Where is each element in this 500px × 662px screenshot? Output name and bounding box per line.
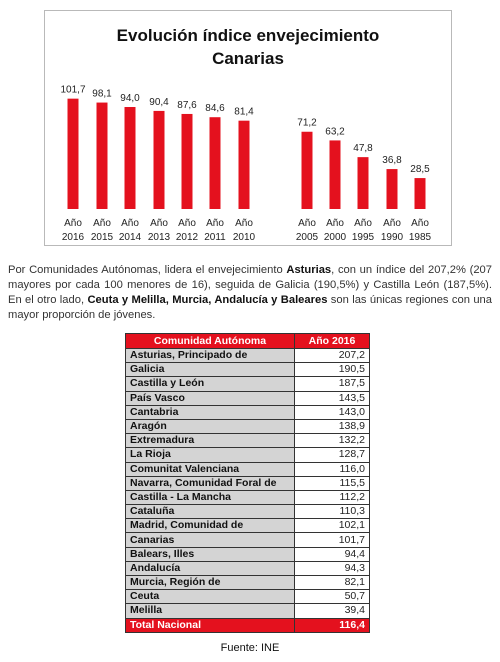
table-row (126, 434, 370, 448)
x-tick-label-word: Año (298, 218, 316, 229)
paragraph-bold-1: Asturias (286, 264, 332, 276)
region-name: Cataluña (126, 505, 295, 519)
bar-2012 (182, 114, 193, 209)
x-tick-label-year: 1990 (380, 232, 404, 243)
table-row (126, 377, 370, 391)
table-row (126, 363, 370, 377)
region-value: 115,5 (295, 476, 370, 490)
chart-subtitle: Canarias (212, 49, 284, 68)
data-label: 71,2 (297, 117, 317, 129)
x-tick-label-word: Año (64, 218, 82, 229)
region-name: País Vasco (126, 391, 295, 405)
region-name: Ceuta (126, 590, 295, 604)
x-tick-label-year: 2013 (147, 232, 171, 243)
table-body (126, 349, 370, 633)
x-tick-label-year: 2015 (90, 232, 114, 243)
table-row (126, 590, 370, 604)
x-tick-label-year: 2016 (61, 232, 85, 243)
region-name: Castilla y León (126, 377, 295, 391)
x-tick-label-word: Año (121, 218, 139, 229)
table-row (126, 391, 370, 405)
total-row (126, 618, 370, 632)
table-row (126, 349, 370, 363)
region-value: 82,1 (295, 576, 370, 590)
table-row (126, 533, 370, 547)
header-year: Año 2016 (295, 334, 370, 349)
region-value: 138,9 (295, 419, 370, 433)
bar-1995 (358, 157, 369, 209)
regions-table (125, 333, 370, 633)
x-tick-label-year: 1995 (351, 232, 375, 243)
region-value: 143,0 (295, 405, 370, 419)
bar-2010 (239, 121, 250, 209)
data-label: 90,4 (149, 96, 169, 108)
region-name: Asturias, Principado de (126, 349, 295, 363)
chart-title: Evolución índice envejecimiento (116, 26, 380, 45)
region-name: Madrid, Comunidad de (126, 519, 295, 533)
bar-1985 (415, 178, 426, 209)
paragraph-text-2: , con un índice del 207,2% (207 mayores por cada 100 menores de 16), seguida de Galicia (190,5%) y Castilla León (187,5%). En el otro lado, (8, 264, 493, 306)
region-value: 143,5 (295, 391, 370, 405)
region-name: Navarra, Comunidad Foral de (126, 476, 295, 490)
region-name: Castilla - La Mancha (126, 490, 295, 504)
paragraph-text-3: son las únicas regiones con una mayor proporción de jóvenes. (8, 294, 492, 321)
region-name: Balears, Illes (126, 547, 295, 561)
paragraph-text-1: Por Comunidades Autónomas, lidera el envejecimiento (8, 264, 287, 276)
bar-2013 (154, 111, 165, 209)
region-value: 112,2 (295, 490, 370, 504)
x-tick-label-year: 2005 (295, 232, 319, 243)
region-name: Andalucía (126, 561, 295, 575)
x-tick-label-year: 2012 (175, 232, 199, 243)
total-label: Total Nacional (126, 618, 295, 632)
table-row (126, 576, 370, 590)
table-row (126, 419, 370, 433)
bar-1990 (387, 169, 398, 209)
region-value: 101,7 (295, 533, 370, 547)
table-row (126, 405, 370, 419)
table-row (126, 448, 370, 462)
table-row (126, 519, 370, 533)
data-label: 81,4 (234, 106, 254, 118)
chart-panel (44, 10, 452, 246)
bar-2014 (125, 107, 136, 209)
region-value: 116,0 (295, 462, 370, 476)
x-tick-label-year: 2000 (323, 232, 347, 243)
table-header-row (126, 334, 370, 349)
bar-2011 (210, 117, 221, 209)
x-tick-label-word: Año (383, 218, 401, 229)
table-row (126, 604, 370, 618)
header-region: Comunidad Autónoma (126, 334, 295, 349)
region-name: Comunitat Valenciana (126, 462, 295, 476)
x-tick-label-year: 1985 (408, 232, 432, 243)
region-value: 187,5 (295, 377, 370, 391)
region-name: La Rioja (126, 448, 295, 462)
region-name: Galicia (126, 363, 295, 377)
x-tick-label-word: Año (206, 218, 224, 229)
data-label: 36,8 (382, 155, 402, 167)
data-label: 98,1 (92, 88, 112, 100)
table-row (126, 462, 370, 476)
table-row (126, 561, 370, 575)
table-row (126, 505, 370, 519)
x-tick-label-word: Año (326, 218, 344, 229)
x-tick-label-word: Año (354, 218, 372, 229)
x-tick-label-year: 2014 (118, 232, 142, 243)
source-note: Fuente: INE (220, 642, 280, 654)
region-value: 50,7 (295, 590, 370, 604)
data-label: 28,5 (410, 164, 430, 176)
x-tick-label-word: Año (235, 218, 253, 229)
data-label: 84,6 (205, 103, 225, 115)
x-tick-label-year: 2010 (232, 232, 256, 243)
bar-2005 (302, 132, 313, 209)
table-row (126, 490, 370, 504)
bar-2016 (68, 99, 79, 209)
region-name: Murcia, Región de (126, 576, 295, 590)
x-tick-label-word: Año (411, 218, 429, 229)
region-value: 102,1 (295, 519, 370, 533)
table-row (126, 547, 370, 561)
data-label: 87,6 (177, 99, 197, 111)
region-value: 207,2 (295, 349, 370, 363)
bar-2015 (97, 103, 108, 209)
data-label: 94,0 (120, 93, 140, 105)
x-tick-label-word: Año (93, 218, 111, 229)
region-value: 94,3 (295, 561, 370, 575)
region-name: Aragón (126, 419, 295, 433)
data-label: 63,2 (325, 126, 345, 138)
region-name: Melilla (126, 604, 295, 618)
region-value: 110,3 (295, 505, 370, 519)
region-name: Extremadura (126, 434, 295, 448)
paragraph-bold-2: Ceuta y Melilla, Murcia, Andalucía y Baleares (87, 294, 328, 306)
region-value: 132,2 (295, 434, 370, 448)
data-label: 101,7 (60, 84, 86, 96)
x-tick-label-year: 2011 (204, 232, 226, 243)
data-label: 47,8 (353, 143, 373, 155)
total-value: 116,4 (295, 618, 370, 632)
region-name: Canarias (126, 533, 295, 547)
region-value: 128,7 (295, 448, 370, 462)
region-name: Cantabria (126, 405, 295, 419)
table-row (126, 476, 370, 490)
bar-2000 (330, 140, 341, 209)
x-tick-label-word: Año (178, 218, 196, 229)
x-tick-label-word: Año (150, 218, 168, 229)
region-value: 94,4 (295, 547, 370, 561)
region-value: 190,5 (295, 363, 370, 377)
bar-chart (45, 11, 453, 247)
region-value: 39,4 (295, 604, 370, 618)
summary-paragraph (8, 263, 492, 323)
